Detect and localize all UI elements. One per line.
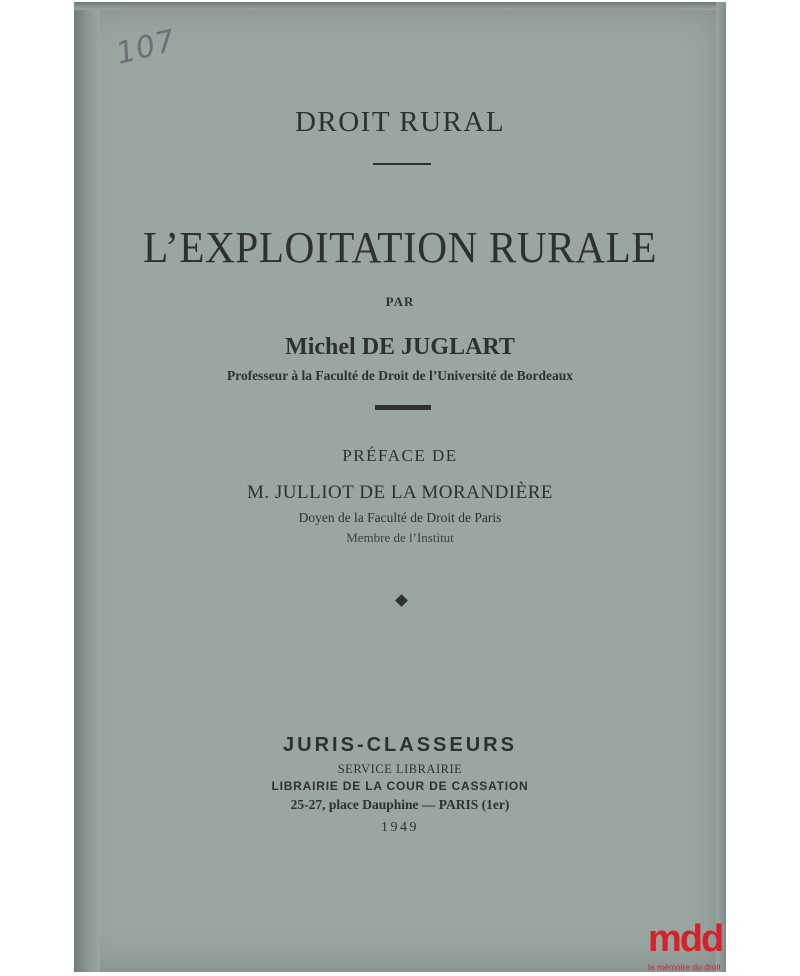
preface-author-role-1: Doyen de la Faculté de Droit de Paris [298, 510, 502, 525]
preface-author-role-2: Membre de l’Institut [346, 530, 454, 545]
by-label: PAR [385, 294, 415, 309]
publication-year: 1949 [381, 820, 419, 835]
publisher-address: 25-27, place Dauphine — PARIS (1er) [290, 797, 510, 812]
watermark-tagline: la mémoire du droit [648, 962, 721, 972]
divider-thin [373, 163, 431, 165]
watermark [648, 918, 728, 974]
watermark-logo: mdd [648, 918, 723, 960]
divider-thick [375, 405, 431, 410]
handwritten-note: 107 [112, 23, 180, 72]
preface-label: PRÉFACE DE [342, 446, 458, 465]
publisher-service: SERVICE LIBRAIRIE [337, 762, 463, 776]
author-title: Professeur à la Faculté de Droit de l’Université de Bordeaux [226, 368, 574, 383]
publisher-name: JURIS-CLASSEURS [283, 734, 517, 756]
publisher-librairie: LIBRAIRIE DE LA COUR DE CASSATION [271, 779, 529, 793]
author-name: Michel DE JUGLART [285, 334, 515, 360]
series-title: DROIT RURAL [294, 106, 506, 138]
preface-author: M. JULLIOT DE LA MORANDIÈRE [246, 482, 554, 503]
main-title: L’EXPLOITATION RURALE [143, 223, 657, 272]
cover-top-edge [74, 2, 726, 10]
